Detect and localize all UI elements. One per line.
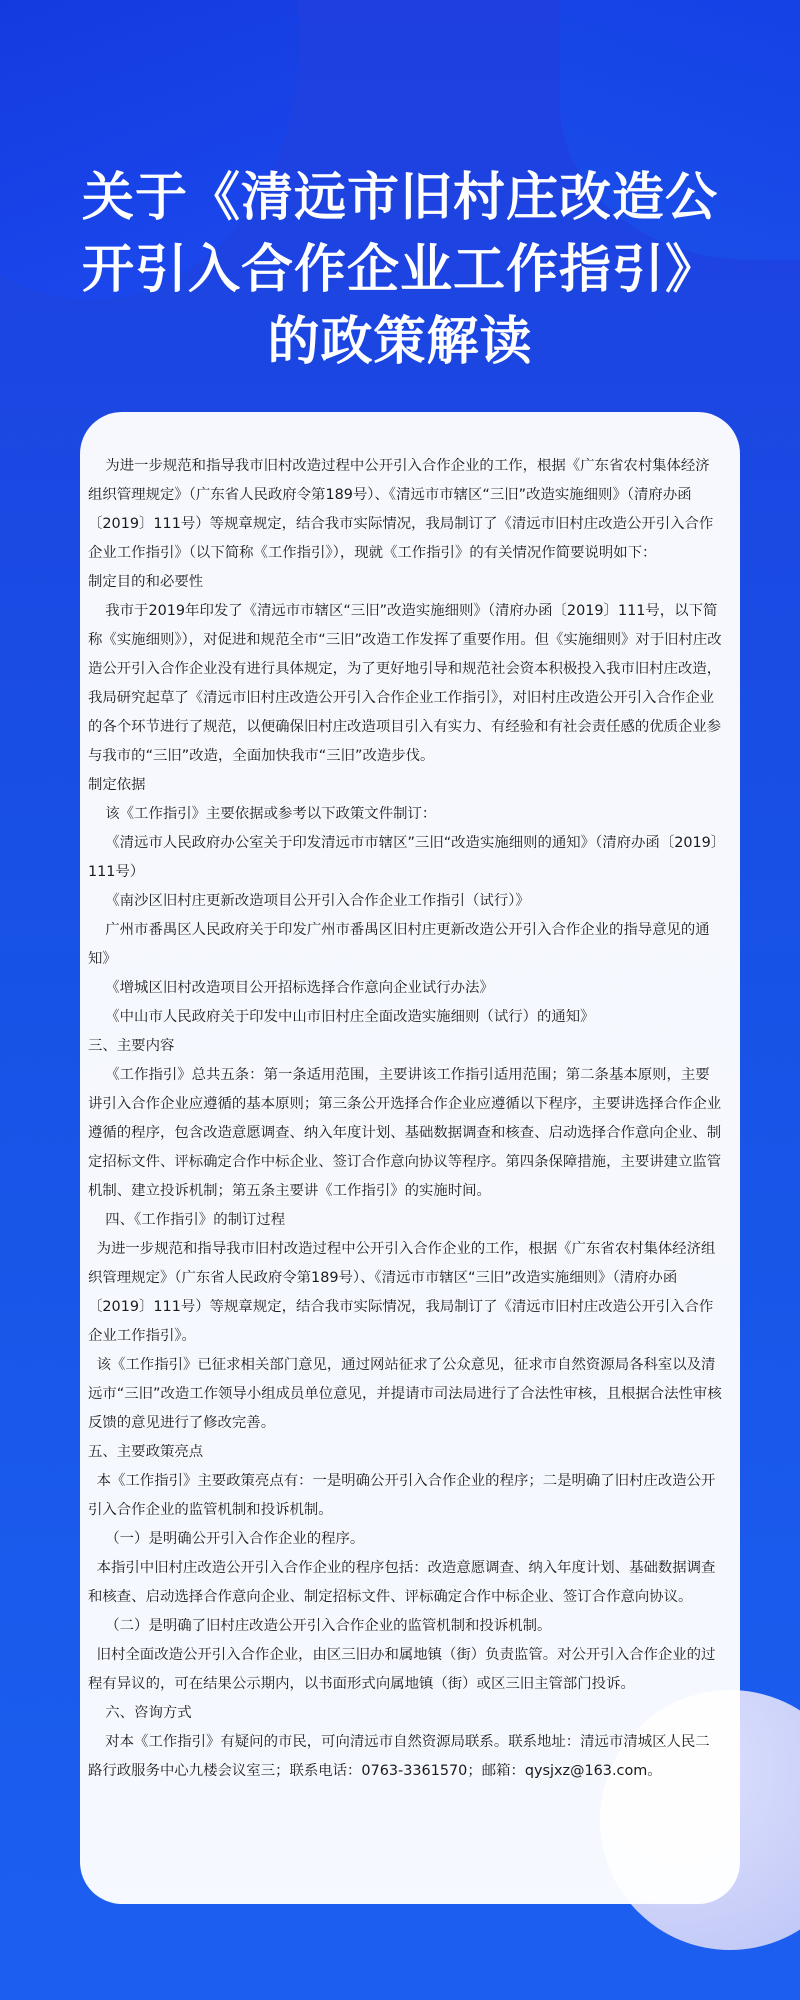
paragraph: 《工作指引》总共五条：第一条适用范围，主要讲该工作指引适用范围；第二条基本原则，主要讲引入合作企业应遵循的基本原则；第三条公开选择合作企业应遵循以下程序，主要讲选择合作企业遵循的程序，包含改造意愿调查、纳入年度计划、基础数据调查和核查、启动选择合作意向企业、制定招标文件、评标确定合作中标企业、签订合作意向协议等程序。第四条保障措施，主要讲建立监管机制、建立投诉机制；第五条主要讲《工作指引》的实施时间。 [88, 1067, 722, 1199]
section-heading: 四、《工作指引》的制订过程 [105, 1212, 286, 1228]
section-heading: 制定依据 [88, 777, 146, 793]
reference-item: 《增城区旧村改造项目公开招标选择合作意向企业试行办法》 [105, 980, 494, 996]
reference-item: 《清远市人民政府办公室关于印发清远市市辖区”三旧“改造实施细则的通知》（清府办函〔2019〕111号） [88, 835, 719, 880]
page-title [20, 162, 780, 378]
paragraph: 为进一步规范和指导我市旧村改造过程中公开引入合作企业的工作，根据《广东省农村集体经济组织管理规定》（广东省人民政府令第189号）、《清远市市辖区“三旧”改造实施细则》（清府办函〔2019〕111号）等规章规定，结合我市实际情况，我局制订了《清远市旧村庄改造公开引入合作企业工作指引》。 [88, 1241, 716, 1344]
paragraph: 我市于2019年印发了《清远市市辖区“三旧”改造实施细则》（清府办函〔2019〕111号，以下简称《实施细则》），对促进和规范全市“三旧”改造工作发挥了重要作用。但《实施细则》对于旧村庄改造公开引入合作企业没有进行具体规定，为了更好地引导和规范社会资本积极投入我市旧村庄改造，我局研究起草了《清远市旧村庄改造公开引入合作企业工作指引》，对旧村庄改造公开引入合作企业的各个环节进行了规范，以便确保旧村庄改造项目引入有实力、有经验和有社会责任感的优质企业参与我市的“三旧”改造，全面加快我市“三旧”改造步伐。 [88, 603, 722, 764]
paragraph: 为进一步规范和指导我市旧村改造过程中公开引入合作企业的工作，根据《广东省农村集体经济组织管理规定》（广东省人民政府令第189号）、《清远市市辖区“三旧”改造实施细则》（清府办函〔2019〕111号）等规章规定，结合我市实际情况，我局制订了《清远市旧村庄改造公开引入合作企业工作指引》（以下简称《工作指引》），现就《工作指引》的有关情况作简要说明如下： [88, 458, 714, 561]
sub-heading: （一）是明确公开引入合作企业的程序。 [105, 1531, 365, 1547]
reference-item: 《南沙区旧村庄更新改造项目公开引入合作企业工作指引（试行）》 [105, 893, 530, 909]
section-heading: 制定目的和必要性 [88, 574, 204, 590]
section-heading: 三、主要内容 [88, 1038, 175, 1054]
paragraph: 该《工作指引》主要依据或参考以下政策文件制订： [105, 806, 437, 822]
paragraph: 本指引中旧村庄改造公开引入合作企业的程序包括：改造意愿调查、纳入年度计划、基础数据调查和核查、启动选择合作意向企业、制定招标文件、评标确定合作中标企业、签订合作意向协议。 [88, 1560, 716, 1605]
section-heading: 五、主要政策亮点 [88, 1444, 204, 1460]
paragraph: 旧村全面改造公开引入合作企业，由区三旧办和属地镇（街）负责监管。对公开引入合作企业的过程有异议的，可在结果公示期内，以书面形式向属地镇（街）或区三旧主管部门投诉。 [88, 1647, 716, 1692]
title-line-1: 关于《清远市旧村庄改造公 [81, 167, 718, 228]
paragraph: 该《工作指引》已征求相关部门意见，通过网站征求了公众意见，征求市自然资源局各科室以及清远市“三旧”改造工作领导小组成员单位意见，并提请市司法局进行了合法性审核，且根据合法性审核反馈的意见进行了修改完善。 [88, 1357, 722, 1431]
section-heading: 六、咨询方式 [105, 1705, 192, 1721]
paragraph: 本《工作指引》主要政策亮点有：一是明确公开引入合作企业的程序；二是明确了旧村庄改造公开引入合作企业的监管机制和投诉机制。 [88, 1473, 716, 1518]
article-body [88, 452, 722, 1786]
reference-item: 广州市番禺区人民政府关于印发广州市番禺区旧村庄更新改造公开引入合作企业的指导意见的通知》 [88, 922, 710, 967]
title-line-3: 的政策解读 [267, 311, 533, 372]
sub-heading: （二）是明确了旧村庄改造公开引入合作企业的监管机制和投诉机制。 [105, 1618, 552, 1634]
title-line-2: 开引入合作企业工作指引》 [81, 239, 718, 300]
reference-item: 《中山市人民政府关于印发中山市旧村庄全面改造实施细则（试行）的通知》 [105, 1009, 595, 1025]
contact-paragraph: 对本《工作指引》有疑问的市民，可向清远市自然资源局联系。联系地址：清远市清城区人民二路行政服务中心九楼会议室三；联系电话：0763-3361570；邮箱：qysjxz@163.com。 [88, 1734, 710, 1779]
